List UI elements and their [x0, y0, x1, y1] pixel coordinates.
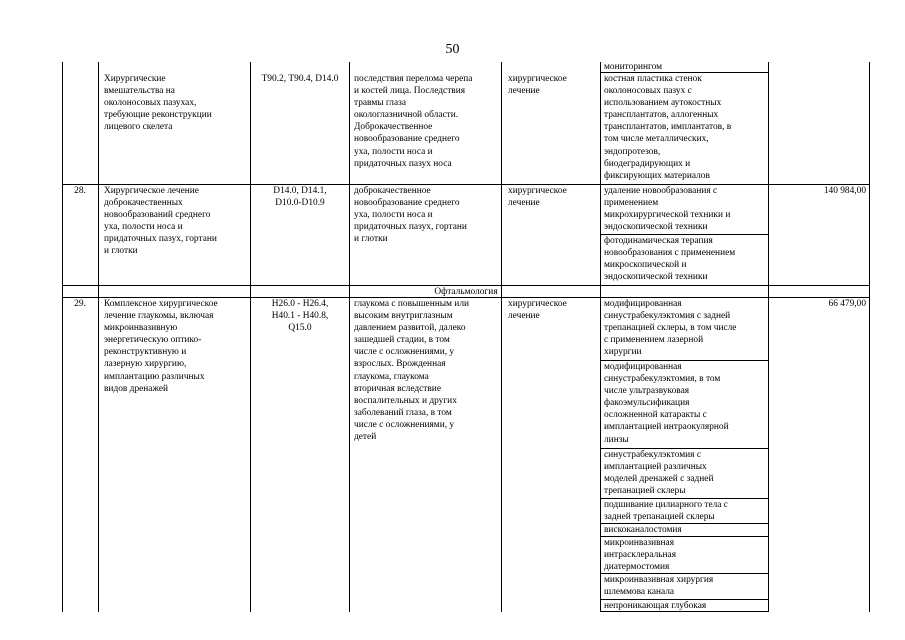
row28-method-2: фотодинамическая терапия новообразования с применением микроскопической и эндоскопической техники [604, 236, 736, 283]
section-title: Офтальмология [434, 287, 498, 297]
row29-codes: H26.0 - H26.4, H40.1 - H40.8, Q15.0 [271, 299, 329, 334]
row29-type: хирургическое лечение [508, 299, 567, 322]
row29-method-5: вискоканалостомия [604, 525, 682, 535]
row29-method-8: непроникающая глубокая [604, 601, 707, 611]
row29-method-4: подшивание цилиарного тела с задней трепанацией склеры [604, 500, 728, 523]
cont-method-tail: мониторингом [604, 62, 663, 72]
row29-method-6: микроинвазивная интрасклеральная диатермостомия [604, 538, 677, 573]
row29-method-7: микроинвазивная хирургия шлеммова канала [604, 575, 714, 598]
row29-method-1: модифицированная синустрабекулэктомия с задней трепанацией склеры, в том числе с применением лазерной хирургии [604, 299, 737, 358]
row29-method-2: модифицированная синустрабекулэктомия, в том числе ультразвуковая факоэмульсификация осложненной катаракты с имплантацией интраокулярной линзы [604, 362, 729, 445]
row29-name: Комплексное хирургическое лечение глаукомы, включая микроинвазивную энергетическую оптико- реконструктивную и лазерную хирургию, имплантацию различных видов дренажей [104, 299, 218, 394]
cont-type-cell: хирургическое лечение [508, 74, 567, 97]
row28-type: хирургическое лечение [508, 186, 567, 209]
row29-method-3: синустрабекулэктомия с имплантацией различных моделей дренажей с задней трепанацией склеры [604, 450, 714, 497]
table-line-col5 [600, 62, 601, 612]
table-line-left [62, 62, 63, 612]
row28-name: Хирургическое лечение доброкачественных новообразований среднего уха, полости носа и придаточных пазух, гортани и глотки [104, 186, 217, 257]
row29-disease: глаукома с повышенным или высоким внутриглазным давлением развитой, далеко зашедшей стадии, в том числе с осложнениями, у взрослых. Врожденная глаукома, глаукома вторичная вследствие воспалительных и других заболеваний глаза, в том числе с осложнениями, у детей [354, 299, 470, 443]
row28-method-1: удаление новообразования с применением микрохирургической техники и эндоскопической техники [604, 186, 731, 233]
table-line-col1 [98, 62, 99, 612]
cont-method-cell: костная пластика стенок околоносовых пазух с использованием аутокостных трансплантатов, аллогенных трансплантатов, имплантатов, в том числе металлических, эндопротезов, биодеградирующих и фиксирующих материалов [604, 74, 732, 181]
table-line-col6 [768, 62, 769, 612]
row29-num: 29. [74, 299, 86, 309]
row28-price: 140 984,00 [823, 186, 866, 196]
row28-codes: D14.0, D14.1, D10.0-D10.9 [273, 186, 327, 209]
table-line-col2 [250, 62, 251, 612]
row29-price: 66 479,00 [828, 299, 866, 309]
row28-disease: доброкачественное новообразование среднего уха, полости носа и придаточных пазух, гортани и глотки [354, 186, 467, 245]
table-line-col4 [501, 62, 502, 612]
cont-disease-cell: последствия перелома черепа и костей лица. Последствия травмы глаза окологлазничной области. Доброкачественное новообразование среднего уха, полости носа и придаточных пазух носа [354, 74, 473, 169]
cont-name-cell: Хирургические вмешательства на околоносовых пазухах, требующие реконструкции лицевого скелета [104, 74, 212, 133]
row28-num: 28. [74, 186, 86, 196]
table-line-right [869, 62, 870, 612]
table-line-col3 [349, 62, 350, 612]
page-number: 50 [445, 42, 460, 57]
cont-codes-cell: Т90.2, Т90.4, D14.0 [261, 74, 339, 84]
